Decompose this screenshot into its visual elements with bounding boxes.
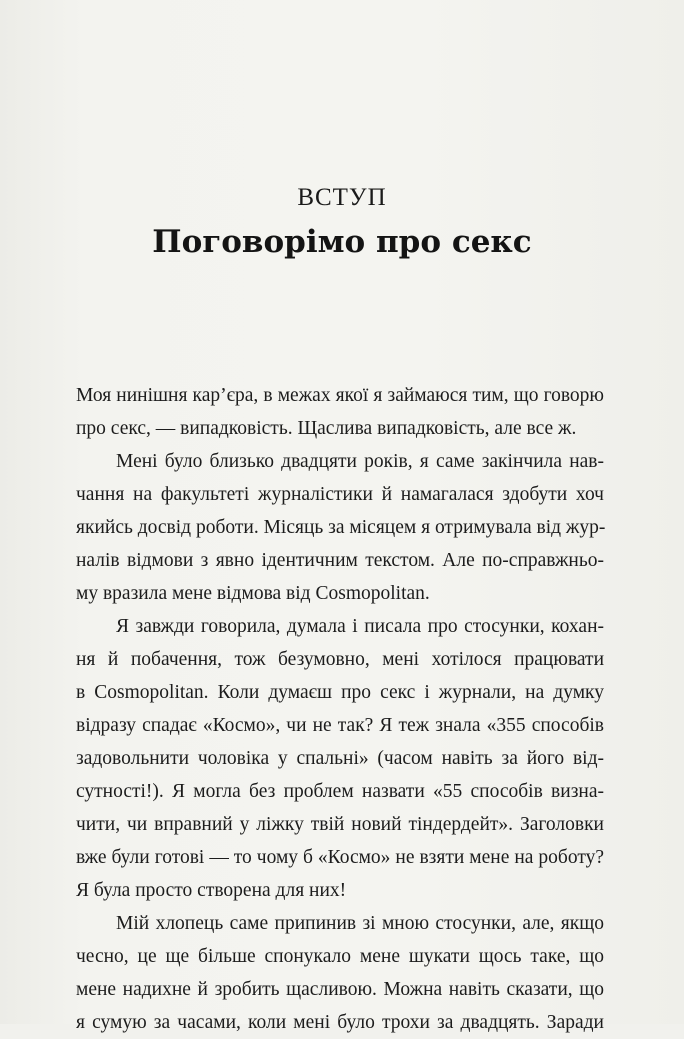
- text-line: про секс, — випадковість. Щаслива випадковість, але все ж.: [76, 418, 577, 439]
- text-line: чесно, це ще більше спонукало мене шукати щось таке, що: [76, 946, 604, 967]
- text-line: в Cosmopolitan. Коли думаєш про секс і журнали, на думку: [76, 682, 604, 703]
- text-line: Я була просто створена для них!: [76, 880, 347, 901]
- text-line: Мені було близько двадцяти років, я саме закінчила нав-: [116, 451, 604, 472]
- body-text: [76, 379, 604, 1039]
- text-line: сутності!). Я могла без проблем назвати «55 способів визна-: [76, 781, 604, 802]
- text-line: я сумую за часами, коли мені було трохи за двадцять. Заради: [76, 1012, 604, 1033]
- text-line: ня й побачення, тож безумовно, мені хотілося працювати: [76, 649, 604, 670]
- text-line: задовольнити чоловіка у спальні» (часом навіть за його від-: [76, 748, 604, 769]
- text-line: якийсь досвід роботи. Місяць за місяцем я отримувала від жур-: [76, 517, 606, 538]
- text-line: чання на факультеті журналістики й намагалася здобути хоч: [76, 484, 604, 505]
- text-line: вже були готові — то чому б «Космо» не взяти мене на роботу?: [76, 847, 604, 868]
- text-line: налів відмови з явно ідентичним текстом. Але по-справжньо-: [76, 550, 604, 571]
- chapter-title: Поговорімо про секс: [152, 224, 532, 260]
- text-line: Мій хлопець саме припинив зі мною стосунки, але, якщо: [116, 913, 604, 934]
- text-line: чити, чи вправний у ліжку твій новий тіндердейт». Заголовки: [76, 814, 604, 835]
- text-line: мене надихне й зробить щасливою. Можна навіть сказати, що: [76, 979, 604, 1000]
- chapter-label: ВСТУП: [297, 184, 387, 211]
- text-line: відразу спадає «Космо», чи не так? Я теж знала «355 способів: [76, 715, 604, 736]
- text-line: Я завжди говорила, думала і писала про стосунки, кохан-: [116, 616, 604, 637]
- text-line: му вразила мене відмова від Cosmopolitan.: [76, 583, 430, 604]
- text-line: Моя нинішня кар’єра, в межах якої я займаюся тим, що говорю: [76, 385, 604, 406]
